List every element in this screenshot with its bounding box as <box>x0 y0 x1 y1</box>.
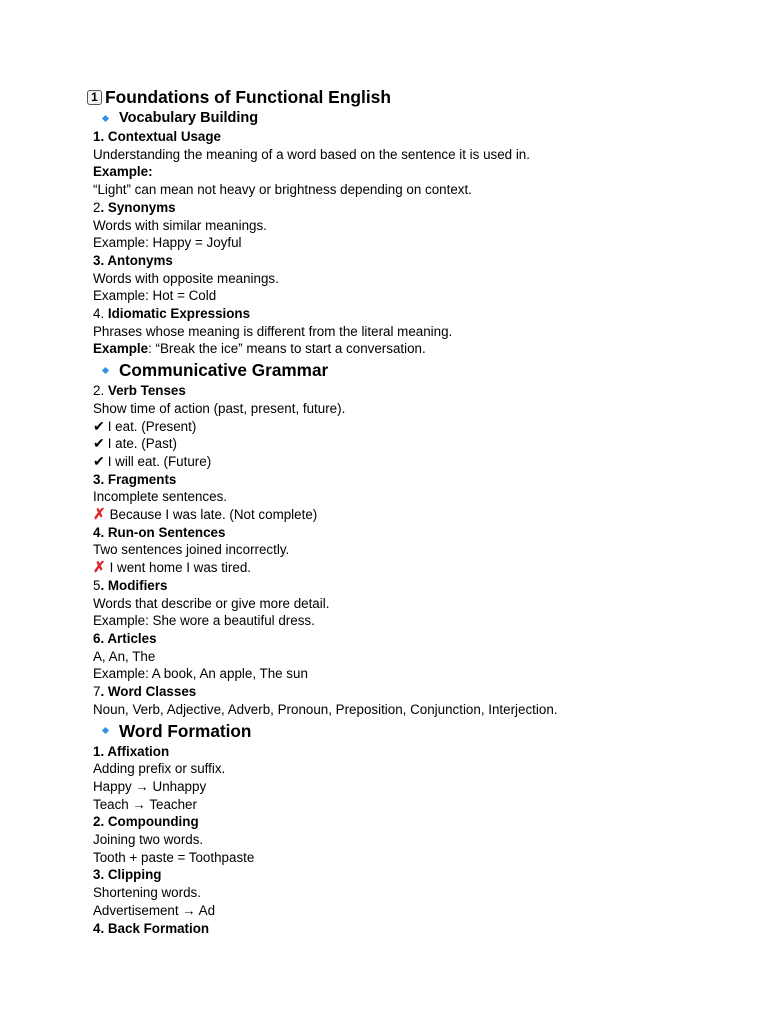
keycap-number-icon: 1 <box>87 90 102 105</box>
example-text: “Light” can mean not heavy or brightness depending on context. <box>93 182 472 198</box>
subheading-antonyms: 3. Antonyms <box>93 252 173 268</box>
example-text <box>93 340 753 358</box>
subheading-number: 2 <box>93 199 101 215</box>
subheading-number: 7 <box>93 684 101 700</box>
cross-mark-icon: ✗ <box>93 506 106 524</box>
subheading-title: . Modifiers <box>100 577 168 593</box>
subheading-fragments: 3. Fragments <box>93 471 177 487</box>
section-heading-text: Communicative Grammar <box>119 360 329 381</box>
example-text: Tooth + paste = Toothpaste <box>93 849 255 865</box>
check-item-text: I will eat. (Future) <box>107 453 212 469</box>
blue-diamond-icon <box>102 115 109 122</box>
section-heading-text: Word Formation <box>119 720 252 741</box>
paragraph: Shortening words. <box>93 885 201 901</box>
subheading-modifiers <box>93 577 753 595</box>
paragraph: Incomplete sentences. <box>93 489 227 505</box>
check-item <box>93 435 753 453</box>
example-text: Advertisement → Ad <box>93 902 216 918</box>
paragraph: Two sentences joined incorrectly. <box>93 542 290 558</box>
wrong-example-text: I went home I was tired. <box>109 560 251 576</box>
check-item <box>93 418 753 436</box>
subheading-affixation: 1. Affixation <box>93 743 170 759</box>
subheading-run-on-sentences: 4. Run-on Sentences <box>93 524 226 540</box>
subheading-number: 1. <box>93 129 105 144</box>
subheading-title: . Word Classes <box>100 684 197 700</box>
page-title-text: Foundations of Functional English <box>105 87 391 107</box>
paragraph: Noun, Verb, Adjective, Adverb, Pronoun, Preposition, Conjunction, Interjection. <box>93 701 558 717</box>
subheading-title: Idiomatic Expressions <box>107 306 251 322</box>
subheading-clipping: 3. Clipping <box>93 867 162 883</box>
example-label: Example: <box>93 164 153 180</box>
section-heading-text: Vocabulary Building <box>119 110 259 126</box>
paragraph: Understanding the meaning of a word based on the sentence it is used in. <box>93 146 530 162</box>
subheading-compounding: 2. Compounding <box>93 814 199 830</box>
subheading-articles: 6. Articles <box>93 630 157 646</box>
check-item-text: I eat. (Present) <box>107 418 197 434</box>
subheading-contextual-usage <box>93 128 753 146</box>
subheading-title: . Synonyms <box>100 199 176 215</box>
subheading-number: 4. <box>93 306 105 322</box>
paragraph: Adding prefix or suffix. <box>93 761 226 777</box>
subheading-word-classes <box>93 683 753 701</box>
wrong-example <box>93 559 753 577</box>
subheading-title: Verb Tenses <box>107 383 186 399</box>
paragraph: Words with similar meanings. <box>93 217 267 233</box>
document-content <box>93 86 753 937</box>
check-item <box>93 453 753 471</box>
example-text: Example: Hot = Cold <box>93 288 217 304</box>
blue-diamond-icon <box>102 727 109 734</box>
check-mark-icon: ✔ <box>93 417 105 434</box>
paragraph: Words with opposite meanings. <box>93 270 279 286</box>
subheading-number: 5 <box>93 577 101 593</box>
section-heading-vocabulary <box>99 109 753 128</box>
subheading-verb-tenses <box>93 382 753 400</box>
paragraph: Joining two words. <box>93 832 204 848</box>
wrong-example-text: Because I was late. (Not complete) <box>109 507 318 523</box>
check-item-text: I ate. (Past) <box>107 436 177 452</box>
paragraph: Words that describe or give more detail. <box>93 595 330 611</box>
paragraph: Show time of action (past, present, future). <box>93 400 346 416</box>
example-body: : “Break the ice” means to start a conversation. <box>148 341 426 357</box>
page-title <box>87 86 753 108</box>
subheading-title: Contextual Usage <box>107 129 222 144</box>
example-label: Example <box>93 341 149 357</box>
blue-diamond-icon <box>102 367 109 374</box>
example-text: Example: A book, An apple, The sun <box>93 666 308 682</box>
paragraph: Phrases whose meaning is different from the literal meaning. <box>93 323 453 339</box>
check-mark-icon: ✔ <box>93 452 105 469</box>
example-text: Happy → Unhappy <box>93 778 207 794</box>
example-text: Teach → Teacher <box>93 796 197 812</box>
subheading-idiomatic-expressions <box>93 305 753 323</box>
subheading-synonyms <box>93 199 753 217</box>
paragraph: A, An, The <box>93 648 156 664</box>
subheading-back-formation: 4. Back Formation <box>93 920 210 936</box>
section-heading-word-formation <box>99 719 753 743</box>
section-heading-communicative-grammar <box>99 358 753 382</box>
check-mark-icon: ✔ <box>93 435 105 452</box>
cross-mark-icon: ✗ <box>93 559 106 577</box>
wrong-example <box>93 506 753 524</box>
subheading-number: 2. <box>93 383 105 399</box>
example-text: Example: She wore a beautiful dress. <box>93 613 315 629</box>
example-text: Example: Happy = Joyful <box>93 235 242 251</box>
